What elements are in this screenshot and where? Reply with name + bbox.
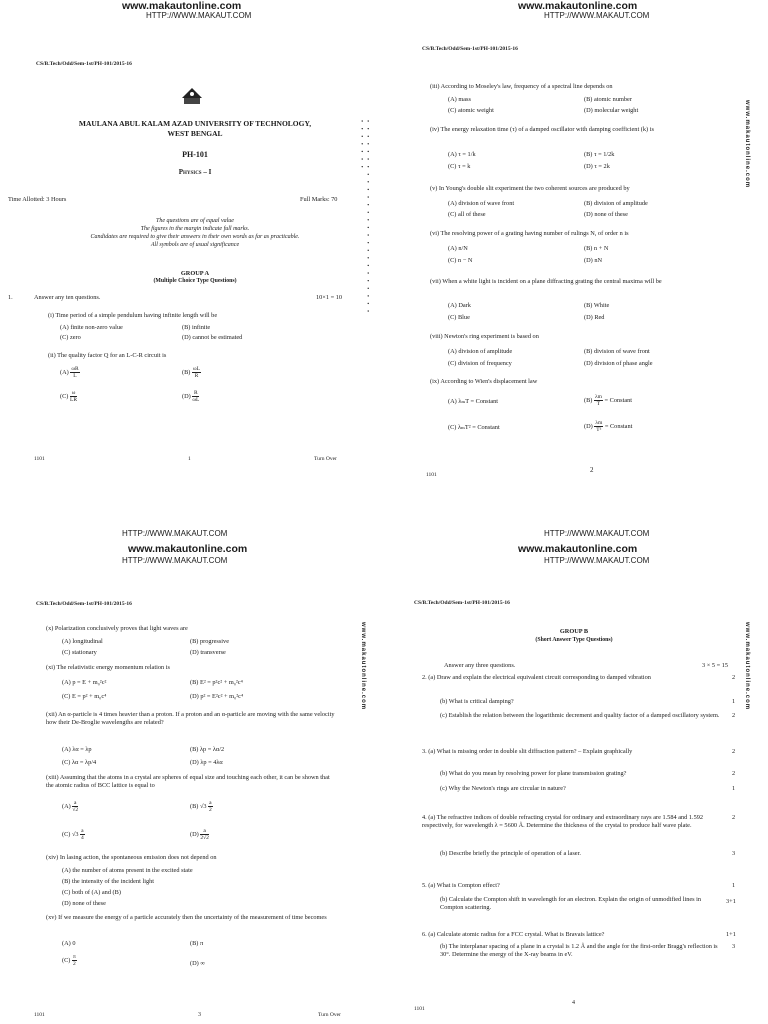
option: (A) n/N — [448, 245, 468, 252]
watermark-url: HTTP://WWW.MAKAUT.COM — [544, 529, 650, 538]
exam-page-2 — [384, 0, 768, 512]
watermark-url: HTTP://WWW.MAKAUT.COM — [146, 11, 252, 20]
option: (A) λₘT = Constant — [448, 398, 499, 405]
option: (D) transverse — [190, 649, 226, 656]
option: (B) infinite — [182, 324, 211, 331]
option: (D) ∞ — [190, 960, 205, 967]
fraction: $\frac{\omega L}{R}$ — [192, 366, 200, 379]
option: (D) τ = 2k — [584, 163, 610, 170]
option-formula — [190, 800, 213, 813]
option: (D) p² = E²c² + m₀²c⁴ — [190, 693, 244, 700]
fraction: $\frac{\omega}{LR}$ — [69, 390, 78, 403]
question-part: (b) The interplanar spacing of a plane in a crystal is 1.2 Å and the angle for the first-order Bragg's reflection is 30°. Determine the energy of the X-ray beams in eV. — [440, 943, 718, 958]
option-formula — [584, 420, 632, 433]
fraction: $\frac{a}{4}$ — [81, 828, 84, 841]
option: (C) λα = λp/4 — [62, 759, 97, 766]
question-part: (c) Establish the relation between the logarithmic decrement and quality factor of a damped oscillatory system. — [440, 712, 720, 719]
university-name: MAULANA ABUL KALAM AZAD UNIVERSITY OF TECHNOLOGY, — [78, 119, 312, 128]
option: (C) zero — [60, 334, 81, 341]
fraction: $\frac{a}{2}$ — [209, 800, 212, 813]
option: (C) both of (A) and (B) — [62, 889, 121, 896]
option: (B) π — [190, 940, 204, 947]
question-text: (viii) Newton's ring experiment is based on — [430, 333, 539, 340]
question-marks: 10×1 = 10 — [316, 294, 342, 301]
option: (C) λₘT² = Constant — [448, 424, 500, 431]
question-part: (b) What is critical damping? — [440, 698, 514, 705]
part-marks: 1 — [732, 785, 736, 792]
option-formula — [60, 366, 80, 379]
fraction: $\frac{\lambda m}{\text{T²}}$ — [595, 420, 603, 433]
question-text: Answer any ten questions. — [34, 294, 101, 301]
option: (A) 0 — [62, 940, 76, 947]
page-number: 3 — [198, 1012, 201, 1018]
question-text: Answer any three questions. — [444, 662, 516, 669]
option: (B) λp = λα/2 — [190, 746, 225, 753]
formula-tail: = Constant — [604, 422, 633, 430]
question-text: (ii) The quality factor Q for an L-C-R circuit is — [48, 352, 167, 359]
question-part: (b) Calculate the Compton shift in wavelength for an electron. Explain the origin of unmodified lines in Compton scattering. — [440, 896, 702, 911]
option: (D) none of these — [62, 900, 106, 907]
question-part: 3. (a) What is missing order in double slit diffraction pattern? – Explain graphically — [422, 748, 633, 755]
formula-tail: = Constant — [604, 396, 633, 404]
part-marks: 3 — [732, 943, 736, 950]
option-formula — [190, 828, 209, 841]
question-text: (vii) When a white light is incident on a plane diffracting grating the central maxima will be — [430, 278, 662, 285]
question-text: (iii) According to Moseley's law, frequency of a spectral line depends on — [430, 83, 613, 90]
option: (D) Red — [584, 314, 605, 321]
question-text: (x) Polarization conclusively proves that light waves are — [46, 625, 188, 632]
group-subtitle: (Multiple Choice Type Questions) — [153, 278, 237, 284]
question-text: (xi) The relativistic energy momentum relation is — [46, 664, 170, 671]
option-label: (C) √3 — [62, 830, 79, 838]
exam-page-3 — [0, 512, 384, 1024]
option-formula — [182, 390, 199, 403]
instruction-line: Candidates are required to give their answers in their own words as far as practicable. — [90, 234, 300, 240]
page-number: 1 — [188, 456, 191, 462]
fraction: $\frac{a}{√2}$ — [72, 800, 79, 813]
fraction: $\frac{\pi}{2}$ — [72, 954, 76, 967]
question-number: 1. — [8, 294, 13, 301]
option: (C) all of these — [448, 211, 486, 218]
watermark-site: www.makautonline.com — [518, 543, 638, 555]
option: (A) mass — [448, 96, 471, 103]
question-part: 4. (a) The refractive indices of double refracting crystal for ordinary and extraordinary rays are 1.584 and 1.592 respectively, for wavelength λ = 5600 Å. Determine the thickness of the crystal to produce half wave plate. — [422, 814, 704, 829]
part-marks: 3 — [732, 850, 736, 857]
option: (A) longitudinal — [62, 638, 103, 645]
option: (A) division of wave front — [448, 200, 515, 207]
question-part: (b) Describe briefly the principle of operation of a laser. — [440, 850, 581, 857]
option: (C) E = p² + m₀c⁴ — [62, 693, 107, 700]
option-label: (D) — [190, 830, 199, 838]
watermark-site: www.makautonline.com — [128, 543, 248, 555]
exam-page-4 — [384, 512, 768, 1024]
group-subtitle: (Short Answer Type Questions) — [535, 637, 613, 643]
part-marks: 2 — [732, 770, 736, 777]
question-marks: 3 × 5 = 15 — [702, 662, 728, 669]
instruction-line: All symbols are of usual significance — [150, 242, 240, 248]
option-formula — [62, 800, 78, 813]
option: (C) atomic weight — [448, 107, 494, 114]
part-marks: 2 — [732, 814, 736, 821]
part-marks: 1+1 — [726, 931, 736, 938]
watermark-site: www.makautonline.com — [518, 0, 638, 12]
group-title: GROUP A — [180, 270, 210, 277]
paper-code: CS/B.Tech/Odd/Sem-1st/PH-101/2015-16 — [36, 61, 132, 67]
option-label: (B) — [584, 396, 593, 404]
option-label: (B) — [182, 368, 191, 376]
option: (B) n + N — [584, 245, 609, 252]
option-label: (B) √3 — [190, 802, 207, 810]
option: (A) Dark — [448, 302, 471, 309]
question-text: (xiii) Assuming that the atoms in a crystal are spheres of equal size and touching each other, it can be shown that the atomic radius of BCC lattice is equal to — [46, 774, 330, 789]
question-text: (i) Time period of a simple pendulum having infinite length will be — [48, 312, 218, 319]
question-text: (xv) If we measure the energy of a particle accurately then the uncertainty of the measurement of time becomes — [46, 914, 327, 921]
option: (B) progressive — [190, 638, 229, 645]
footer-code: 1101 — [426, 472, 437, 478]
question-text: (ix) According to Wien's displacement law — [430, 378, 538, 385]
option: (D) nN — [584, 257, 603, 264]
option: (B) division of amplitude — [584, 200, 648, 207]
side-watermark: www.makautonline.com — [744, 100, 750, 189]
question-part: 2. (a) Draw and explain the electrical equivalent circuit corresponding to damped vibration — [422, 674, 651, 681]
part-marks: 3+1 — [726, 898, 736, 905]
university-state: WEST BENGAL — [167, 129, 223, 138]
footer-code: 1101 — [34, 1012, 45, 1018]
option: (C) stationary — [62, 649, 97, 656]
question-text: (iv) The energy relaxation time (τ) of a damped oscillator with damping coefficient (k) is — [430, 126, 654, 133]
side-watermark: www.makautonline.com — [744, 622, 750, 711]
option: (A) division of amplitude — [448, 348, 513, 355]
watermark-url: HTTP://WWW.MAKAUT.COM — [544, 556, 650, 565]
watermark-url: HTTP://WWW.MAKAUT.COM — [122, 529, 228, 538]
side-dots: • • • • • • • • • • • • • • • • • • • • • • • • • • • • • • • • • — [358, 120, 370, 315]
group-title: GROUP B — [559, 628, 589, 635]
option: (B) atomic number — [584, 96, 632, 103]
option: (D) λp = 4λα — [190, 759, 223, 766]
footer-code: 1101 — [414, 1006, 425, 1012]
question-part: (c) Why the Newton's rings are circular in nature? — [440, 785, 566, 792]
question-text: (xii) An α-particle is 4 times heavier than a proton. If a proton and an α-particle are moving with the same velocity how their De-Broglie wavelengths are related? — [46, 711, 335, 726]
question-part: 6. (a) Calculate atomic radius for a FCC crystal. What is Bravais lattice? — [422, 931, 605, 938]
option: (B) the intensity of the incident light — [62, 878, 154, 885]
question-text: (v) In Young's double slit experiment the two coherent sources are produced by — [430, 185, 630, 192]
fraction: $\frac{a}{2√2}$ — [200, 828, 209, 841]
watermark-url: HTTP://WWW.MAKAUT.COM — [544, 11, 650, 20]
exam-page-1 — [0, 0, 384, 512]
option: (B) division of wave front — [584, 348, 650, 355]
time-allotted: Time Allotted: 3 Hours — [8, 196, 67, 203]
option-label: (D) — [584, 422, 593, 430]
option-formula — [182, 366, 201, 379]
part-marks: 2 — [732, 712, 736, 719]
instruction-line: The questions are of equal value — [156, 218, 234, 224]
option: (C) division of frequency — [448, 360, 512, 367]
part-marks: 1 — [732, 698, 736, 705]
full-marks: Full Marks: 70 — [300, 196, 338, 203]
option-formula — [62, 954, 77, 967]
option: (C) Blue — [448, 314, 470, 321]
option: (B) White — [584, 302, 610, 309]
question-text: (xiv) In lasing action, the spontaneous emission does not depend on — [46, 854, 217, 861]
option: (B) E² = p²c² + m₀²c⁴ — [190, 679, 243, 686]
option: (D) cannot be estimated — [182, 334, 243, 341]
page-number: 2 — [590, 466, 594, 474]
option: (C) τ = k — [448, 163, 471, 170]
option: (D) molecular weight — [584, 107, 639, 114]
question-text: (vi) The resolving power of a grating having number of rulings N, of order n is — [430, 230, 629, 237]
option-formula — [584, 394, 632, 407]
page-number: 4 — [572, 1000, 575, 1006]
option: (A) the number of atoms present in the excited state — [62, 867, 193, 874]
option-label: (D) — [182, 392, 191, 400]
paper-code: CS/B.Tech/Odd/Sem-1st/PH-101/2015-16 — [36, 601, 132, 607]
option: (D) none of these — [584, 211, 628, 218]
part-marks: 1 — [732, 882, 736, 889]
option: (B) τ = 1/2k — [584, 151, 615, 158]
footer-code: 1101 — [34, 456, 45, 462]
question-part: (b) What do you mean by resolving power for plane transmission grating? — [440, 770, 627, 777]
turn-over: Turn Over — [318, 1012, 341, 1018]
option-label: (A) — [62, 802, 71, 810]
option: (A) p = E + m₀²c² — [62, 679, 107, 686]
option-label: (C) — [62, 956, 71, 964]
part-marks: 2 — [732, 674, 736, 681]
subject-code: PH-101 — [182, 150, 208, 159]
fraction: $\frac{R}{\omega L}$ — [192, 390, 200, 403]
paper-code: CS/B.Tech/Odd/Sem-1st/PH-101/2015-16 — [414, 600, 510, 606]
option-formula — [60, 390, 77, 403]
instruction-line: The figures in the margin indicate full marks. — [140, 226, 250, 232]
part-marks: 2 — [732, 748, 736, 755]
option-label: (C) — [60, 392, 69, 400]
fraction: $\frac{\omega R}{L}$ — [71, 366, 79, 379]
subject-name: Physics – I — [178, 168, 212, 176]
university-logo-icon — [180, 84, 204, 108]
option: (C) n − N — [448, 257, 473, 264]
side-watermark: www.makautonline.com — [360, 622, 366, 711]
fraction: $\frac{\lambda m}{T}$ — [594, 394, 602, 407]
option-formula — [62, 828, 85, 841]
option-label: (A) — [60, 368, 69, 376]
option: (A) λα = λp — [62, 746, 92, 753]
question-part: 5. (a) What is Compton effect? — [422, 882, 500, 889]
turn-over: Turn Over — [314, 456, 337, 462]
option: (A) τ = 1/k — [448, 151, 476, 158]
option: (D) division of phase angle — [584, 360, 653, 367]
option: (A) finite non-zero value — [60, 324, 123, 331]
watermark-site: www.makautonline.com — [122, 0, 242, 12]
paper-code: CS/B.Tech/Odd/Sem-1st/PH-101/2015-16 — [422, 46, 518, 52]
watermark-url: HTTP://WWW.MAKAUT.COM — [122, 556, 228, 565]
